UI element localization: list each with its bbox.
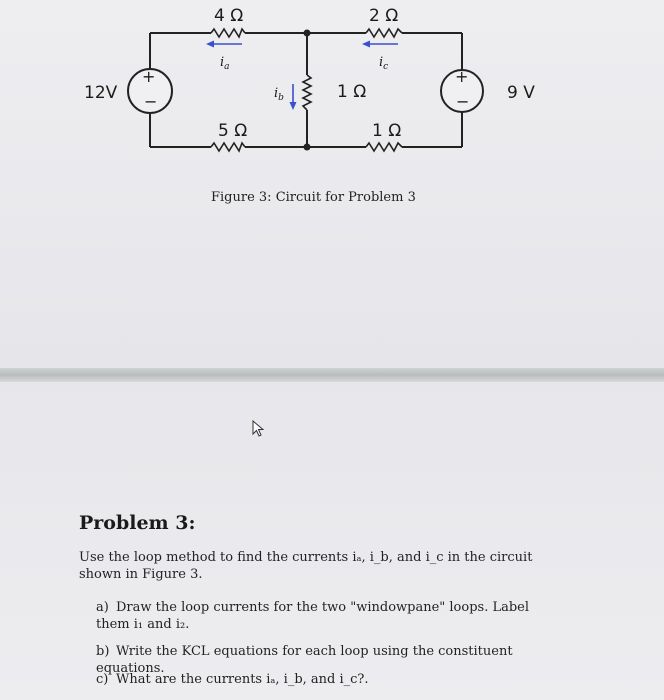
circuit-wires xyxy=(150,33,462,147)
current-label-ia: $i_a$ xyxy=(220,55,230,72)
label-4-ohm: 4 Ω xyxy=(214,6,244,26)
list-item xyxy=(96,599,556,633)
label-9v: 9 V xyxy=(507,83,535,103)
label-1-ohm-bottom: 1 Ω xyxy=(372,121,402,141)
mouse-cursor-icon xyxy=(252,420,266,438)
item-marker: a) xyxy=(96,600,109,615)
problem-intro: Use the loop method to find the currents iₐ, i_b, and i_c in the circuit shown in Figure 3. xyxy=(79,550,533,582)
node-top xyxy=(304,30,311,37)
label-1-ohm-middle: 1 Ω xyxy=(337,82,367,102)
arrow-ia xyxy=(206,41,242,48)
resistor-5-ohm xyxy=(211,143,245,151)
item-marker: b) xyxy=(96,644,110,659)
minus-sign-right: − xyxy=(456,92,470,111)
resistor-4-ohm xyxy=(211,29,245,37)
current-label-ic: $i_c$ xyxy=(379,55,389,72)
label-2-ohm: 2 Ω xyxy=(369,6,399,26)
plus-sign-left: + xyxy=(142,67,156,86)
item-text: Write the KCL equations for each loop using the constituent equations. xyxy=(96,644,513,676)
page-divider xyxy=(0,368,664,382)
item-text: What are the currents iₐ, i_b, and i_c?. xyxy=(116,672,369,687)
arrow-ic xyxy=(362,41,398,48)
label-12v: 12V xyxy=(84,83,118,103)
list-item xyxy=(96,671,556,688)
figure-caption: Figure 3: Circuit for Problem 3 xyxy=(211,190,416,205)
arrow-ib xyxy=(290,84,297,110)
resistor-1-ohm-middle xyxy=(303,75,311,110)
plus-sign-right: + xyxy=(455,67,469,86)
resistor-1-ohm-bottom xyxy=(366,143,402,151)
minus-sign-left: − xyxy=(144,92,158,111)
item-text: Draw the loop currents for the two "windowpane" loops. Label them i₁ and i₂. xyxy=(96,600,530,632)
item-marker: c) xyxy=(96,672,109,687)
current-label-ib: $i_b$ xyxy=(274,86,284,103)
label-5-ohm: 5 Ω xyxy=(218,121,248,141)
resistor-2-ohm xyxy=(366,29,402,37)
node-bottom xyxy=(304,144,311,151)
problem-title: Problem 3: xyxy=(79,512,196,534)
